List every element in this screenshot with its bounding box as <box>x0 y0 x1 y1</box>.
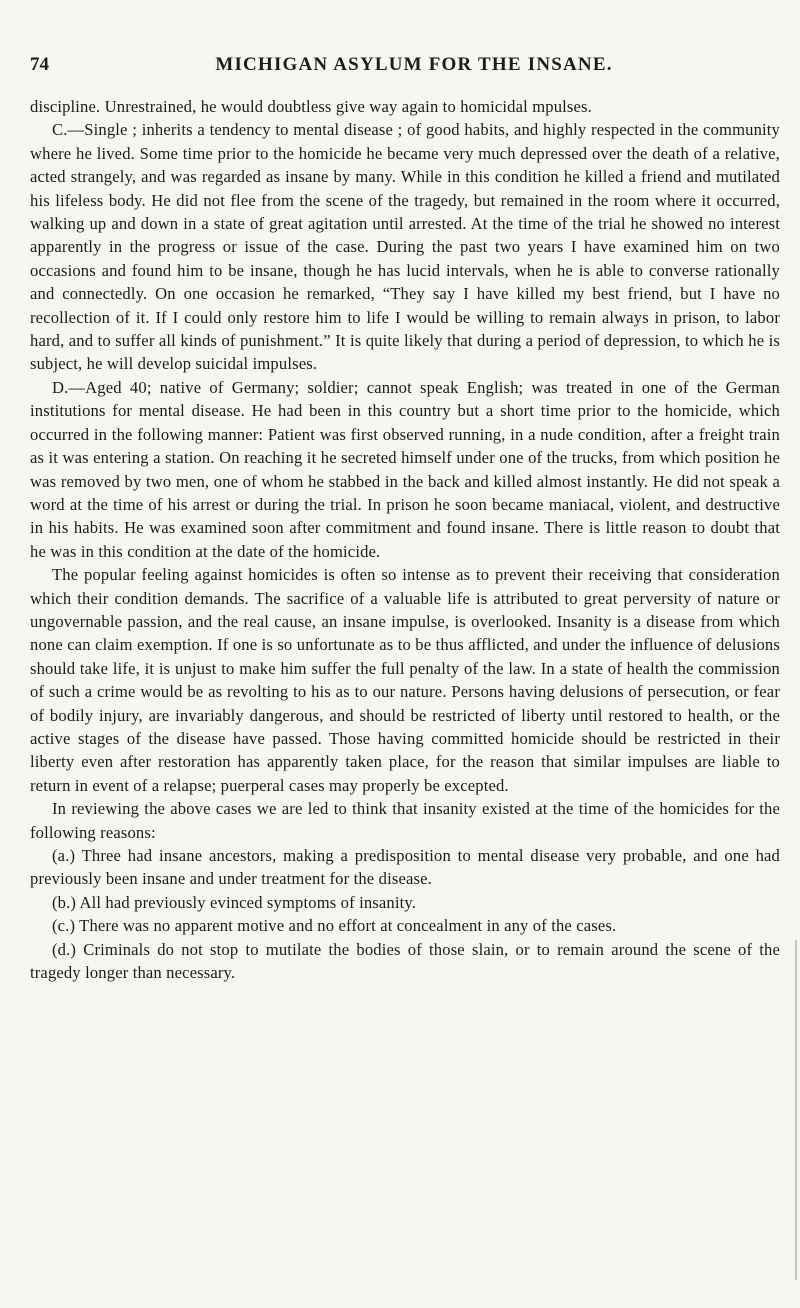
paragraph-reason-c: (c.) There was no apparent motive and no effort at concealment in any of the cases. <box>52 916 617 936</box>
paragraph-reviewing: In reviewing the above cases we are led to think that insanity existed at the time of the homicides for the following reasons: <box>30 799 780 842</box>
paragraph-case-c: C.—Single ; inherits a tendency to mental disease ; of good habits, and highly respected in the community where he lived. Some time prior to the homicide he became very much depressed over the death of a relative, acted strangely, and was regarded as insane by many. While in this condition he killed a friend and mutilated his lifeless body. He did not flee from the scene of the tragedy, but remained in the room where it occurred, walking up and down in a state of great agitation until arrested. At the time of the trial he showed no interest apparently in the progress or issue of the case. During the past two years I have examined him on two occasions and found him to be insane, though he has lucid intervals, when he is able to converse rationally and connectedly. On one occasion he remarked, “They say I have killed my best friend, but I have no recollection of it. If I could only restore him to life I would be willing to remain always in prison, to labor hard, and to suffer all kinds of punishment.” It is quite likely that during a period of depression, to which he is subject, he will develop suicidal impulses. <box>30 120 780 374</box>
running-head <box>30 54 778 78</box>
body-text <box>30 95 780 984</box>
paragraph-popular-feeling: The popular feeling against homicides is often so intense as to prevent their receiving that consideration which their condition demands. The sacrifice of a valuable life is attributed to great perversity of nature or ungovernable passion, and the real cause, an insane impulse, is overlooked. Insanity is a disease from which none can claim exemption. If one is so unfortunate as to be thus afflicted, and under the influence of delusions should take life, it is unjust to make him suffer the full penalty of the law. In a state of health the commission of such a crime would be as revolting to his as to our nature. Persons having delusions of persecution, or fear of bodily injury, are invariably dangerous, and should be restricted of liberty until restored to health, or the active stages of the disease have passed. Those having committed homicide should be restricted in their liberty even after restoration has apparently taken place, for the reason that similar impulses are liable to return in event of a relapse; puerperal cases may properly be excepted. <box>30 565 780 795</box>
paragraph-continuation: discipline. Unrestrained, he would doubtless give way again to homicidal mpulses. <box>30 97 592 116</box>
page-number: 74 <box>30 54 49 75</box>
running-title: MICHIGAN ASYLUM FOR THE INSANE. <box>215 54 613 75</box>
paragraph-reason-a: (a.) Three had insane ancestors, making a predisposition to mental disease very probable, and one had previously been insane and under treatment for the disease. <box>30 846 780 889</box>
paragraph-case-d: D.—Aged 40; native of Germany; soldier; cannot speak English; was treated in one of the German institutions for mental disease. He had been in this country but a short time prior to the homicide, which occurred in the following manner: Patient was first observed running, in a nude condition, after a freight train as it was entering a station. On reaching it he secreted himself under one of the trucks, from which position he was removed by two men, one of whom he stabbed in the back and killed almost instantly. He did not speak a word at the time of his arrest or during the trial. In prison he soon became maniacal, violent, and destructive in his habits. He was examined soon after commitment and found insane. There is little reason to doubt that he was in this condition at the date of the homicide. <box>30 377 780 561</box>
paragraph-reason-d: (d.) Criminals do not stop to mutilate the bodies of those slain, or to remain around the scene of the tragedy longer than necessary. <box>30 939 780 983</box>
paragraph-reason-b: (b.) All had previously evinced symptoms of insanity. <box>52 892 417 912</box>
page-edge-shadow <box>795 940 797 1280</box>
